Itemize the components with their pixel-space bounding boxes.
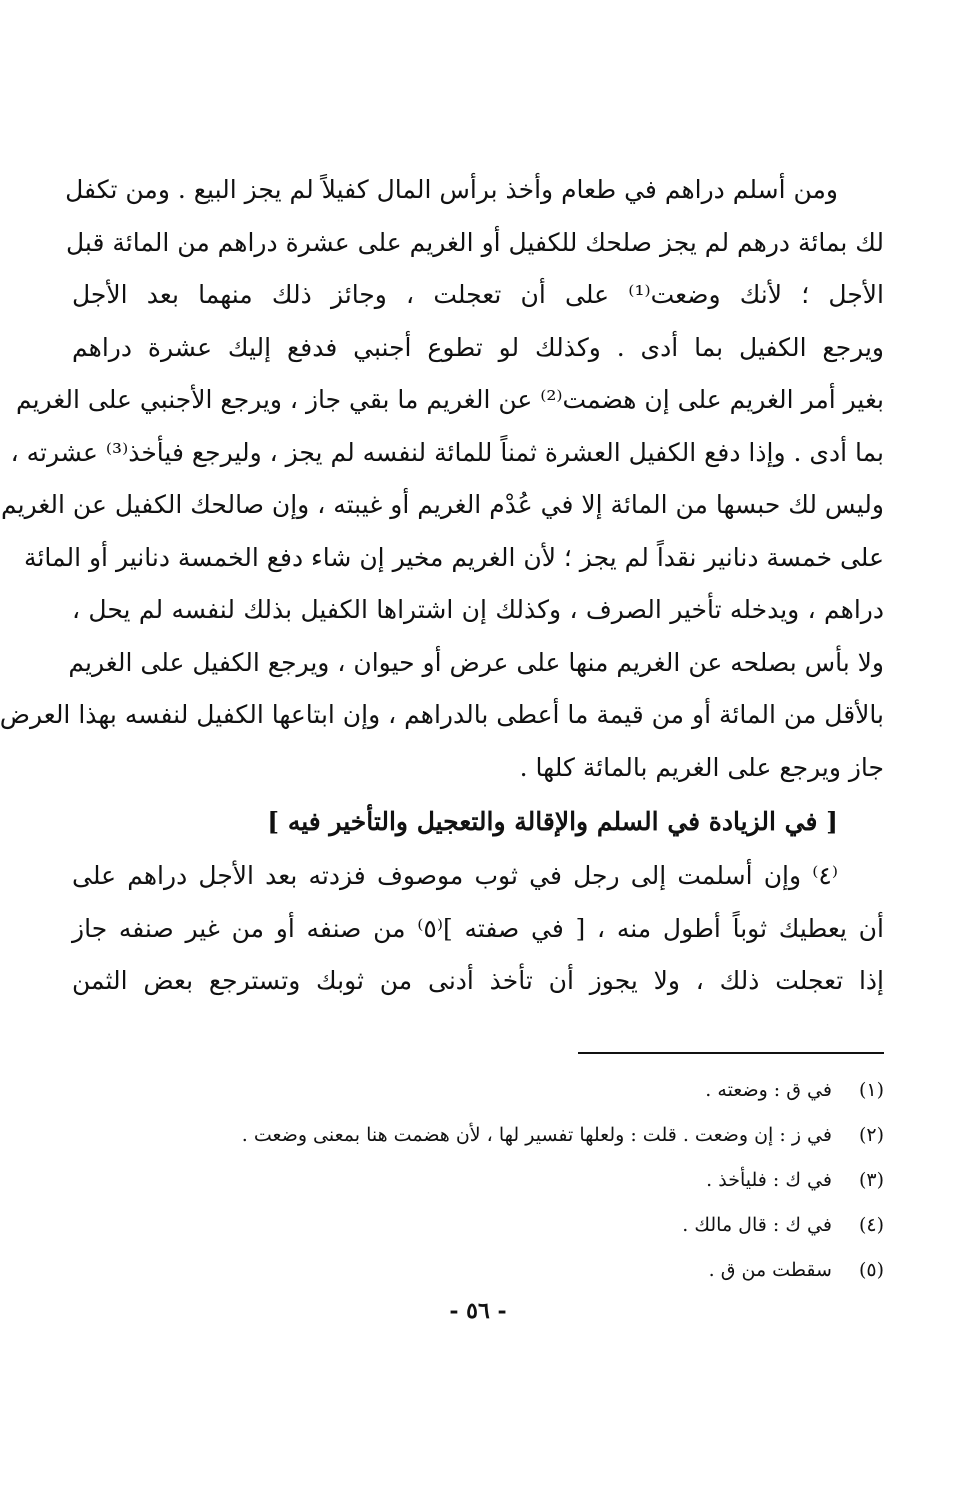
text-line: جاز ويرجع على الغريم بالمائة كلها . <box>519 752 884 782</box>
footnote-text: في ك : فليأخذ . <box>706 1169 832 1191</box>
footnote-number: (٣) <box>858 1169 884 1191</box>
text-line: أن يعطيك ثوباً أطول منه ، [ في صفته ]⁽٥⁾ من صنفه أو من غير صنفه جاز <box>72 913 884 943</box>
text-line: دراهم ، ويدخله تأخير الصرف ، وكذلك إن اشتراها الكفيل بذلك لنفسه لم يحل ، <box>72 595 884 624</box>
section-heading: [ في الزيادة في السلم والإقالة والتعجيل والتأخير فيه ] <box>267 807 838 836</box>
footnote <box>72 1113 884 1158</box>
footnote <box>72 1203 884 1248</box>
footnote-number: (١) <box>858 1079 884 1101</box>
page-number: - ٥٦ - <box>449 1298 507 1324</box>
footnote-number: (٢) <box>858 1124 884 1146</box>
footnote-text: سقطت من ق . <box>708 1259 832 1281</box>
footnote <box>72 1158 884 1203</box>
footnote-number: (٤) <box>858 1214 884 1236</box>
footnote <box>72 1068 884 1113</box>
text-line: الأجل ؛ لأنك وضعت⁽¹⁾ على أن تعجلت ، وجائز ذلك منهما بعد الأجل <box>72 280 884 309</box>
text-line: ⁽٤⁾ وإن أسلمت إلى رجل في ثوب موصوف فزدته بعد الأجل دراهم على <box>72 861 838 890</box>
footnotes <box>72 1068 884 1293</box>
footnote-text: في ك : قال مالك . <box>682 1214 832 1236</box>
footnote <box>72 1248 884 1293</box>
text-line: ولا بأس بصلحه عن الغريم منها على عرض أو حيوان ، ويرجع الكفيل على الغريم <box>68 647 884 677</box>
text-line: بالأقل من المائة أو من قيمة ما أعطى بالدراهم ، وإن ابتاعها الكفيل لنفسه بهذا العرض <box>0 700 884 729</box>
footnote-number: (٥) <box>858 1259 884 1281</box>
text-line: على خمسة دنانير نقداً لم يجز ؛ لأن الغريم مخير إن شاء دفع الخمسة دنانير أو المائة <box>24 542 884 572</box>
footnote-text: في ز : إن وضعت . قلت : ولعلها تفسير لها ، لأن هضمت هنا بمعنى وضعت . <box>241 1124 832 1146</box>
text-line: ويرجع الكفيل بما أدى . وكذلك لو تطوع أجنبي فدفع إليك عشرة دراهم <box>72 332 884 362</box>
text-line: لك بمائة درهم لم يجز صلحك للكفيل أو الغريم على عشرة دراهم من المائة قبل <box>65 227 884 257</box>
footnote-divider <box>578 1052 884 1054</box>
text-line: بغير أمر الغريم على إن هضمت⁽²⁾ عن الغريم ما بقي جاز ، ويرجع الأجنبي على الغريم <box>15 385 884 414</box>
footnote-text: في ق : وضعته . <box>705 1079 832 1101</box>
text-line: بما أدى . وإذا دفع الكفيل العشرة ثمناً للمائة لنفسه لم يجز ، وليرجع فيأخذ⁽³⁾ عشرته ، <box>10 437 884 467</box>
main-text <box>0 164 884 1008</box>
text-line: وليس لك حبسها من المائة إلا في عُدْم الغريم أو غيبته ، وإن صالحك الكفيل عن الغريم <box>0 490 884 519</box>
text-line: إذا تعجلت ذلك ، ولا يجوز أن تأخذ أدنى من ثوبك وتسترجع بعض الثمن <box>72 966 884 995</box>
text-line: ومن أسلم دراهم في طعام وأخذ برأس المال كفيلاً لم يجز البيع . ومن تكفل <box>65 175 838 204</box>
